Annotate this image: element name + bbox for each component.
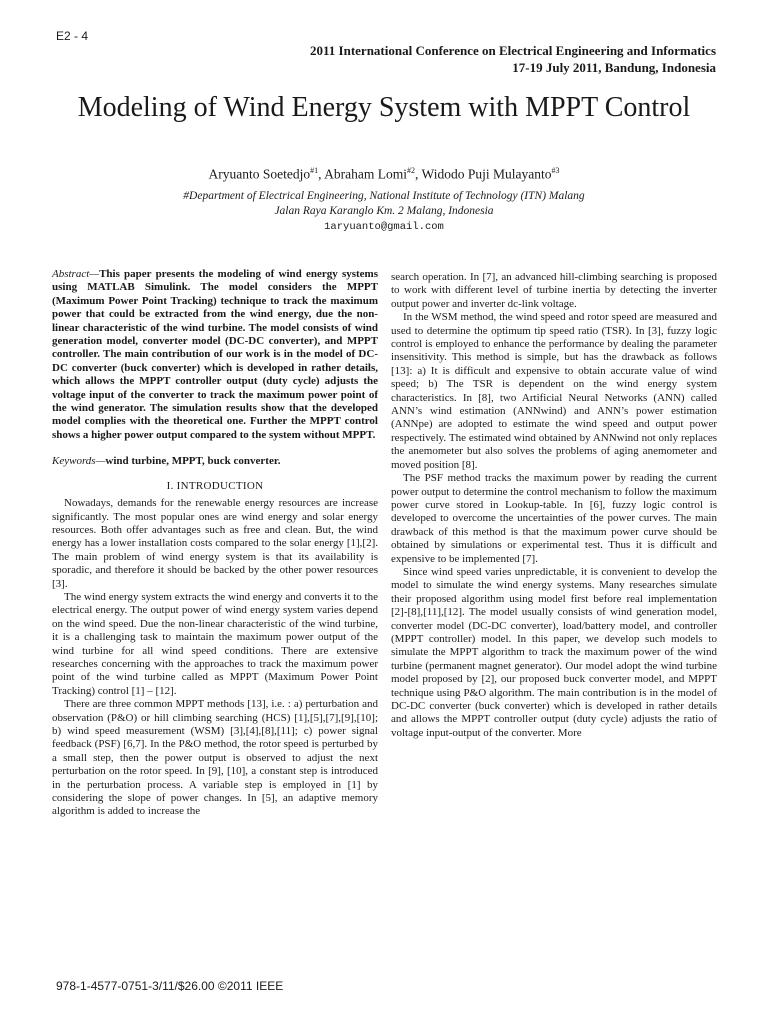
author-mark: #1 [310, 166, 319, 175]
conference-date-location: 17-19 July 2011, Bandung, Indonesia [512, 60, 716, 75]
author-name: Widodo Puji Mulayanto [421, 166, 552, 182]
abstract-text: This paper presents the modeling of wind energy systems using MATLAB Simulink. The model considers the MPPT (Maximum Power Point Tracking) technique to track the maximum power that could be extracted from the wind energy, due the non-linear characteristic of the wind turbine. The model consists of wind generation model, converter model (DC-DC converter), and MPPT controller. The main contribution of our work is in the model of DC-DC converter (buck converter) which is developed in rather details, which allows the MPPT controller output (duty cycle) adjusts the voltage input of the converter to track the maximum power point of the wind generator. The simulation results show that the developed model complies with the theoretical one. Further the MPPT control shows a higher power output compared to the system without MPPT. [52, 268, 378, 441]
abstract-lead: Abstract— [52, 268, 100, 280]
author-name: Abraham Lomi [324, 166, 407, 182]
author-email[interactable]: 1aryuanto@gmail.com [324, 221, 444, 233]
right-column [391, 271, 717, 740]
page-code: E2 - 4 [56, 29, 89, 43]
keywords-lead: Keywords— [52, 455, 106, 468]
copyright-footer: 978-1-4577-0751-3/11/$26.00 ©2011 IEEE [56, 979, 284, 993]
abstract [52, 268, 378, 442]
author-name: Aryuanto Soetedjo [208, 166, 311, 182]
left-column [52, 268, 378, 819]
author-mark: #3 [551, 166, 560, 175]
body-paragraph: search operation. In [7], an advanced hill-climbing searching is proposed to work with different level of turbine inertia by detecting the inverter output power and inverter dc-link voltage. [391, 271, 717, 310]
conference-name: 2011 International Conference on Electrical Engineering and Informatics [310, 43, 716, 58]
body-paragraph: Nowadays, demands for the renewable energy resources are increase significantly. The most popular ones are wind energy and solar energy resources. Both offer advantages such as free and clean. But, the wind energy has a lower installation costs compared to the solar energy [1],[2]. The main problem of wind energy system is that its availability is sporadic, and therefore it should be backed by the other power resources [3]. [52, 497, 378, 590]
section-heading-introduction: I. INTRODUCTION [166, 479, 264, 492]
body-paragraph: The wind energy system extracts the wind energy and converts it to the electrical energy. The output power of wind energy system varies depend on the wind speed. Due the non-linear characteristic of the wind turbine, it is a challenging task to maintain the maximum power output of the wind turbine for all wind speed conditions. There are extensive researches concerning with the approaches to track the maximum power point of the wind turbine called as MPPT (Maximum Power Point Tracking) control [1] – [12]. [52, 590, 378, 697]
keywords-text: wind turbine, MPPT, buck converter. [105, 455, 281, 468]
keywords [52, 455, 378, 468]
author-list: Aryuanto Soetedjo$^{\#1}$, Abraham Lomi$^{\#2}$, Widodo Puji Mulayanto$^{\#3}$ [208, 166, 560, 182]
body-paragraph: There are three common MPPT methods [13], i.e. : a) perturbation and observation (P&O) or hill climbing searching (HCS) [1],[5],[7],[9],[10]; b) wind speed measurement (WSM) [3],[4],[8],[11]; c) power signal feedback (PSF) [6,7]. In the P&O method, the rotor speed is perturbed by a small step, then the power output is observed to adjust the next perturbation on the rotor speed. In [9], [10], a constant step is introduced in the perturbation process. A variable step is employed in [1] by considering the slope of power changes. In [5], an adaptive memory algorithm is added to increase the [52, 698, 378, 818]
body-paragraph: Since wind speed varies unpredictable, it is convenient to develop the model to simulate the wind energy systems. Many researches simulate their proposed algorithm using model first before real implementation [2]-[8],[11],[12]. The model usually consists of wind generation model, converter model (DC-DC converter), load/battery model, and controller (MPPT controller) model. In this paper, we develop such models to simulate the MPPT algorithm to track the maximum power of the wind turbine (permanent magnet generator). Our model adopt the wind turbine model proposed by [2], our proposed buck converter model, and MPPT technique using P&O algorithm. The main contribution is in the model of DC-DC converter (buck converter) which is developed in rather details and allows the MPPT controller output (duty cycle) adjusts the ratio of voltage input-output of the converter. More [391, 565, 717, 739]
affiliation-address: Jalan Raya Karanglo Km. 2 Malang, Indonesia [274, 205, 494, 217]
body-paragraph: The PSF method tracks the maximum power by reading the current power output to determine the control mechanism to follow the maximum power curve stored in Lookup-table. In [6], fuzzy logic control is developed to overcome the uncertainties of the power curves. The main drawback of this method is that the maximum power curve should be obtained by simulations or experimental test. Thus it is difficult and expensive to be implemented [7]. [391, 472, 717, 565]
affiliation-department: #Department of Electrical Engineering, National Institute of Technology (ITN) Malang [183, 190, 585, 202]
author-mark: #2 [407, 166, 415, 175]
paper-title: Modeling of Wind Energy System with MPPT Control [77, 92, 691, 123]
body-paragraph: In the WSM method, the wind speed and rotor speed are measured and used to determine the optimum tip speed ratio (TSR). In [3], fuzzy logic control is employed to enhance the performance by dealing the parameter insensitivity. This method is simple, but has the drawback as follows [13]: a) It is difficult and expensive to obtain accurate value of wind speed; b) The TSR is dependent on the wind energy system characteristics. In [8], two Artificial Neural Networks (ANN) called ANN’s wind estimation (ANNwind) and ANN’s power estimation (ANNpe) are adopted to estimate the wind speed and output power respectively. The estimated wind obtained by ANNwind not only replaces the anemometer but also solves the problems of aging anemometer and moved position [8]. [391, 311, 717, 471]
